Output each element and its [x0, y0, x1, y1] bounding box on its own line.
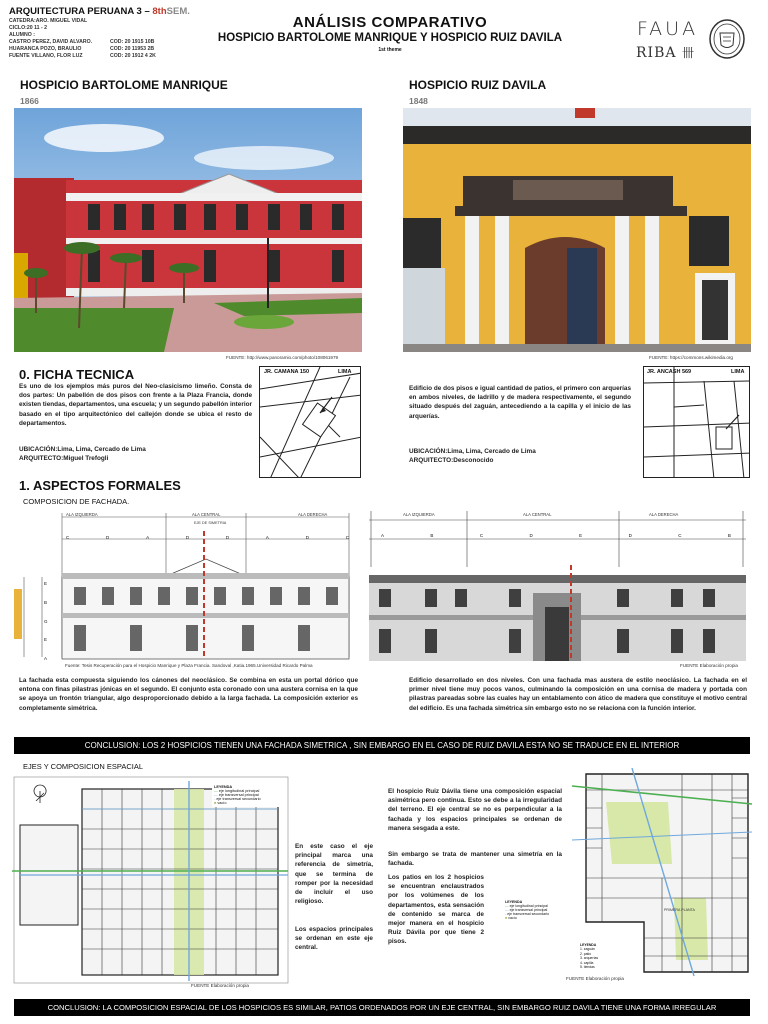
right-location-map: [643, 366, 750, 478]
legend-item: 5. tiendas: [580, 965, 595, 970]
right-plan-source: FUENTE Elaboración propia: [566, 976, 624, 981]
student-info-block: [9, 6, 190, 61]
right-building-year: 1848: [409, 96, 428, 106]
left-rhythm-row: C D A D D A D C: [66, 535, 349, 540]
legend-item: 3. arquerías: [580, 956, 599, 961]
student-code: COD: 20 1915 10B: [110, 39, 155, 46]
course-title: [9, 6, 190, 18]
left-plan-legend: LEYENDA — eje longitudinal principal — eje transversal principal - eje transversal secundario ■ vacío: [212, 783, 286, 807]
legend-item: — eje longitudinal principal: [505, 904, 548, 908]
right-plan-legend: LEYENDA — eje longitudinal principal — eje transversal principal - eje transversal secundario ■ vacío: [505, 900, 569, 920]
left-building-year: 1866: [20, 96, 39, 106]
legend-item: — eje longitudinal principal: [214, 789, 260, 793]
ejes-right-text-1: El hospicio Ruiz Dávila tiene una composición espacial asimétrica pero continua. Esto se debe a la irregularidad del terreno. El eje central se no es perpendicular a la fachada y los espacios principales se ordenan de manera sesgada a este.: [388, 788, 562, 832]
ejes-right-text-3: Los patios en los 2 hospicios se encuentran enclaustrados por los volúmenes de los departamentos, esta sensación de contenido se marca de mejor manera en el hospicio Ruiz Dávila por que tiene 2 pisos.: [388, 874, 484, 946]
manrique-floor-plan: [12, 775, 290, 985]
ruiz-davila-facade-diagram: [369, 507, 746, 662]
left-facade-source: Fuente: Tesis Recuperación para el Hospicio Manrique y Plaza Francia. Sandoval ,Katia.1965.Universidad Ricardo Palma: [65, 663, 313, 668]
ejes-right-text-2: Sin embargo se trata de mantener una simetría en la fachada.: [388, 851, 562, 868]
university-seal-icon: [709, 19, 745, 59]
semester: 8th: [152, 6, 167, 17]
wing-label: ALA CENTRAL: [523, 512, 552, 517]
student-row: [9, 53, 190, 60]
conclusion-banner-1: CONCLUSION: LOS 2 HOSPICIOS TIENEN UNA FACHADA SIMETRICA , SIN EMBARGO EN EL CASO DE RUIZ DAVILA ESTA NO SE TRADUCE EN EL INTERIOR: [14, 737, 750, 754]
semester-suffix: SEM.: [166, 6, 190, 17]
left-location: UBICACIÓN:Lima, Lima, Cercado de Lima: [19, 446, 146, 453]
right-description: Edificio de dos pisos e igual cantidad de patios, el primero con arquerías en ambos niveles, de ladrillo y de madera respectivamente, el segundo situado después del zaguán, antecediendo a la capilla y el inicio de las arquerías.: [409, 385, 631, 420]
left-map-city: LIMA: [338, 369, 352, 375]
left-facade-text: La fachada esta compuesta siguiendo los cánones del neoclásico. Se combina en esta un portal dórico que entona con finas pilastras jónicas en el segundo. El conjunto esta coronado con una austera cornisa en la que se apoya un frontón triangular, algo desproporcionado debido a la larga fachada. La composición exterior es completamente simétrica.: [19, 677, 358, 712]
students-label: ALUMNO :: [9, 32, 35, 39]
right-photo-source: FUENTE: https://commons.wikimedia.org: [649, 355, 733, 360]
right-architect: ARQUITECTO:Desconocido: [409, 457, 494, 464]
right-map-street: JR. ANCASH 569: [647, 369, 692, 375]
theme-label: 1st theme: [378, 47, 402, 53]
page-title-block: [170, 14, 610, 53]
wing-label: ALA IZQUIERDA: [403, 512, 435, 517]
legend-item: - eje transversal secundario: [505, 912, 550, 916]
page-subtitle: HOSPICIO BARTOLOME MANRIQUE Y HOSPICIO RUIZ DAVILA: [217, 32, 563, 44]
legend-item: 4. capilla: [580, 960, 594, 965]
left-architect: ARQUITECTO:Miguel Trefogli: [19, 455, 109, 462]
conclusion-banner-2: CONCLUSION: LA COMPOSICION ESPACIAL DE LOS HOSPICIOS ES SIMILAR, PATIOS ORDENADOS POR UN EJE CENTRAL, SIN EMBARGO RUIZ DAVILA TIENE UNA FORMA IRREGULAR: [14, 999, 750, 1016]
left-map-street: JR. CAMANA 150: [264, 369, 310, 375]
legend-item: ■ vacío: [214, 801, 227, 805]
student-row: [9, 39, 190, 46]
plan-legend: LEYENDA 1. zaguán 2. patio 3. arquerías 4. capilla 5. tiendas: [580, 943, 599, 970]
right-facade-text: Edificio desarrollado en dos niveles. Con una fachada mas austera de estilo neoclásico. La fachada en el primer nivel tiene muy pocos vanos, culminando la composición en una cornisa de madera y portada con pilastras pareadas sobre las cuales hay un entablamento con ático de madera que constituye el motivo central del edificio. Es una fachada simétrica sin embargo esto no se relaciona con la función interior.: [409, 677, 747, 712]
page-title: ANÁLISIS COMPARATIVO: [292, 14, 488, 31]
wing-label: ALA DERECHA: [649, 512, 679, 517]
legend-item: — eje transversal principal: [214, 793, 259, 797]
ejes-left-text-2: Los espacios principales se ordenan en este eje central.: [295, 926, 373, 952]
left-description: Es uno de los ejemplos más puros del Neo-clasicismo limeño. Consta de dos partes: Un pabellón de dos pisos con frente a la Plaza Francia, donde existen tiendas, departamentos, una escuela; y un segundo pabellón interior basado en el tipo arquitectónico del callejón donde se ubica el resto de departamentos.: [19, 383, 252, 427]
legend-item: - eje transversal secundario: [214, 797, 261, 801]
aspectos-heading: 1. ASPECTOS FORMALES: [19, 478, 181, 493]
right-building-name: HOSPICIO RUIZ DAVILA: [409, 78, 547, 92]
student-name: FUENTE VILLANO, FLOR LUZ: [9, 53, 83, 60]
left-location-map: [259, 366, 361, 478]
student-name: CASTRO PEREZ, DAVID ALVARO.: [9, 39, 93, 46]
left-level-column: E B G E A: [44, 581, 48, 661]
ruiz-davila-photo: [403, 108, 751, 352]
right-map-city: LIMA: [731, 369, 745, 375]
left-plan-source: FUENTE Elaboración propia: [191, 983, 249, 988]
wing-label: ALA CENTRAL: [192, 512, 221, 517]
manrique-photo: [14, 108, 362, 352]
cycle-line: CICLO:20 11 - 2: [9, 25, 48, 32]
plan-floor-label: PRIMERA PLANTA: [664, 908, 695, 912]
left-building-name: HOSPICIO BARTOLOME MANRIQUE: [20, 78, 228, 92]
ejes-left-text: En este caso el eje principal marca una referencia de simetría, que se termina de romper por la necesidad de incluir el uso religioso.: [295, 843, 373, 906]
student-name: HUARANCA POZO, BRAULIO: [9, 46, 82, 53]
student-row: [9, 46, 190, 53]
legend-item: 2. patio: [580, 951, 592, 956]
riba-logo: RIBA 卌: [636, 45, 695, 61]
manrique-facade-diagram: [14, 507, 354, 662]
aspectos-subheading: COMPOSICION DE FACHADA.: [23, 497, 130, 506]
legend-item: ■ vacío: [505, 916, 517, 920]
wing-label: ALA IZQUIERDA: [66, 512, 98, 517]
faua-logo: FAUA: [637, 18, 699, 40]
ficha-heading: 0. FICHA TECNICA: [19, 367, 135, 382]
right-rhythm-row: A B C D E D C B: [381, 533, 731, 538]
faculty-line: CATEDRA:ARO. MIGUEL VIDAL: [9, 18, 88, 24]
left-photo-source: FUENTE: http://www.panoramio.com/photo/108061979: [226, 355, 339, 360]
ruiz-davila-floor-plan: [572, 768, 752, 978]
right-facade-source: FUENTE Elaboración propia: [680, 663, 738, 668]
course-prefix: ARQUITECTURA PERUANA 3 –: [9, 6, 153, 17]
ejes-heading: EJES Y COMPOSICION ESPACIAL: [23, 762, 144, 771]
legend-item: 1. zaguán: [580, 947, 595, 952]
symmetry-axis-label: EJE DE SIMETRIA: [194, 521, 227, 525]
wing-label: ALA DERECHA: [298, 512, 328, 517]
student-code: COD: 20 11953 2B: [110, 46, 155, 53]
student-code: COD: 20 1912 4 2K: [110, 53, 156, 60]
legend-item: — eje transversal principal: [505, 908, 548, 912]
right-location: UBICACIÓN:Lima, Lima, Cercado de Lima: [409, 448, 536, 455]
